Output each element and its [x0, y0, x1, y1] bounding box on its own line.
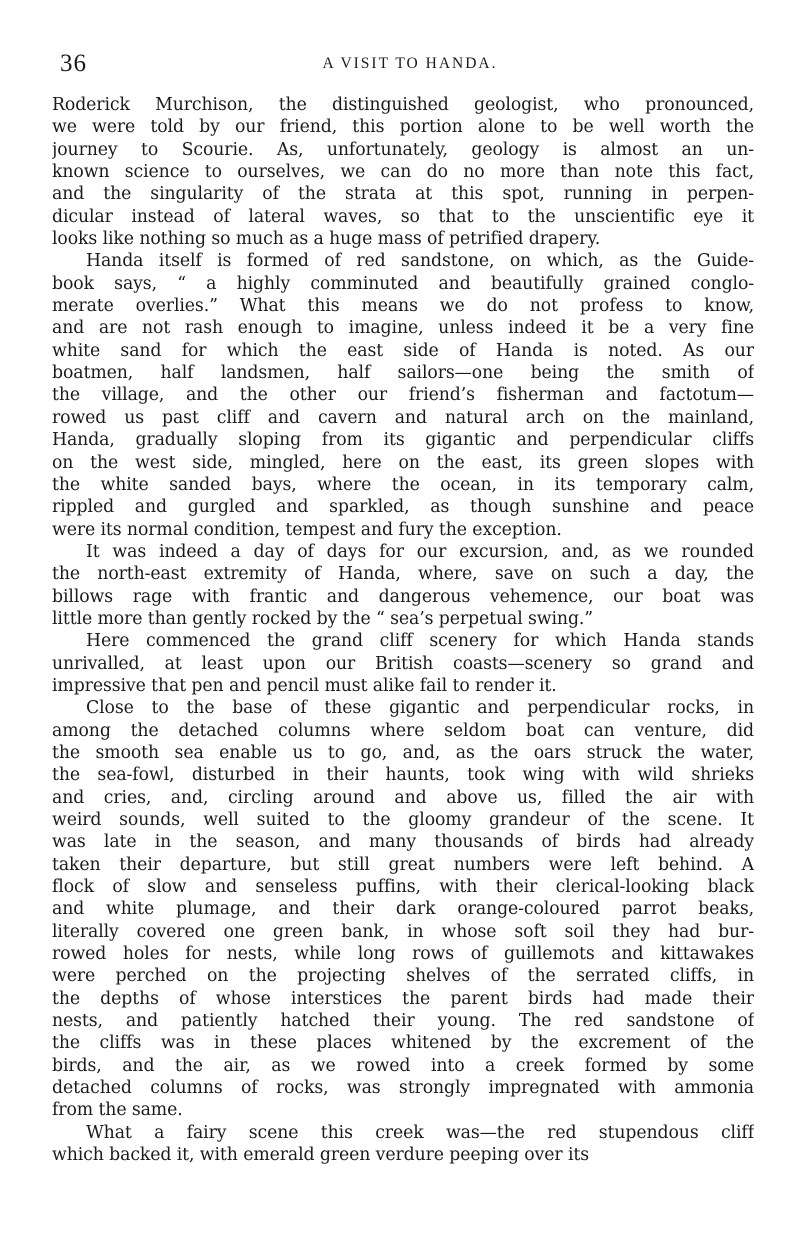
- text-line: the village, and the other our friend’s fisherman and factotum—: [52, 385, 754, 406]
- text-line: weird sounds, well suited to the gloomy grandeur of the scene. It: [52, 810, 754, 830]
- text-line: little more than gently rocked by the “ sea’s perpetual swing.”: [52, 608, 594, 629]
- text-line: boatmen, half landsmen, half sailors—one being the smith of: [52, 363, 754, 384]
- paragraph: [52, 94, 754, 250]
- text-line: Handa itself is formed of red sandstone, on which, as the Guide-: [86, 251, 754, 272]
- text-line: nests, and patiently hatched their young. The red sandstone of: [52, 1011, 754, 1032]
- text-line: dicular instead of lateral waves, so that to the unscientific eye it: [52, 206, 754, 227]
- text-line: billows rage with frantic and dangerous vehemence, our boat was: [52, 586, 754, 607]
- text-line: detached columns of rocks, was strongly impregnated with ammonia: [52, 1078, 754, 1099]
- paragraph: [52, 541, 754, 630]
- text-line: taken their departure, but still great numbers were left behind. A: [52, 854, 754, 875]
- page-number: 36: [60, 50, 87, 77]
- paragraph: [52, 630, 754, 697]
- paragraph: [52, 1122, 754, 1167]
- text-line: unrivalled, at least upon our British coasts—scenery so grand and: [52, 653, 754, 674]
- text-line: on the west side, mingled, here on the east, its green slopes with: [52, 452, 754, 473]
- text-line: and the singularity of the strata at this spot, running in perpen-: [52, 184, 754, 205]
- text-line: and cries, and, circling around and above us, filled the air with: [52, 787, 754, 808]
- text-line: the smooth sea enable us to go, and, as the oars struck the water,: [52, 742, 754, 763]
- text-line: rowed us past cliff and cavern and natural arch on the mainland,: [52, 407, 754, 428]
- text-line: the sea-fowl, disturbed in their haunts, took wing with wild shrieks: [52, 765, 754, 786]
- text-line: the cliffs was in these places whitened by the excrement of the: [52, 1033, 754, 1054]
- text-line: journey to Scourie. As, unfortunately, geology is almost an un-: [52, 139, 754, 160]
- text-line: known science to ourselves, we can do no more than note this fact,: [52, 162, 754, 183]
- text-line: What a fairy scene this creek was—the red stupendous cliff: [86, 1122, 754, 1143]
- text-line: and are not rash enough to imagine, unless indeed it be a very fine: [52, 318, 754, 339]
- text-line: the north-east extremity of Handa, where, save on such a day, the: [52, 564, 754, 585]
- text-line: merate overlies.” What this means we do not profess to know,: [52, 296, 754, 317]
- text-line: Handa, gradually sloping from its gigantic and perpendicular cliffs: [52, 430, 754, 451]
- text-line: Roderick Murchison, the distinguished geologist, who pronounced,: [52, 95, 754, 115]
- text-line: book says, “ a highly comminuted and beautifully grained conglo-: [52, 273, 754, 294]
- text-line: and white plumage, and their dark orange-coloured parrot beaks,: [52, 899, 754, 920]
- text-line: the depths of whose interstices the parent birds had made their: [52, 988, 754, 1009]
- text-line: were its normal condition, tempest and fury the exception.: [52, 519, 562, 540]
- text-line: rowed holes for nests, while long rows of guillemots and kittawakes: [52, 944, 754, 965]
- text-line: white sand for which the east side of Handa is noted. As our: [52, 340, 754, 361]
- text-line: flock of slow and senseless puffins, with their clerical-looking black: [52, 877, 754, 898]
- text-line: birds, and the air, as we rowed into a creek formed by some: [52, 1055, 754, 1076]
- text-line: Close to the base of these gigantic and perpendicular rocks, in: [86, 698, 754, 719]
- text-line: It was indeed a day of days for our excursion, and, as we rounded: [86, 541, 754, 562]
- body-text: [52, 94, 754, 1167]
- text-line: impressive that pen and pencil must alike fail to render it.: [52, 675, 557, 696]
- page-header: [60, 50, 760, 80]
- text-line: which backed it, with emerald green verdure peeping over its: [52, 1145, 589, 1166]
- text-line: among the detached columns where seldom boat can venture, did: [52, 720, 754, 741]
- paragraph: [52, 697, 754, 1122]
- paragraph: [52, 250, 754, 540]
- text-line: rippled and gurgled and sparkled, as though sunshine and peace: [52, 497, 754, 518]
- running-head: A VISIT TO HANDA.: [322, 55, 498, 72]
- text-line: Here commenced the grand cliff scenery for which Handa stands: [86, 631, 754, 652]
- text-line: literally covered one green bank, in whose soft soil they had bur-: [52, 921, 754, 942]
- text-line: we were told by our friend, this portion alone to be well worth the: [52, 117, 754, 138]
- text-line: looks like nothing so much as a huge mass of petrified drapery.: [52, 229, 601, 250]
- text-line: the white sanded bays, where the ocean, in its temporary calm,: [52, 474, 754, 495]
- text-line: from the same.: [52, 1100, 183, 1121]
- text-line: was late in the season, and many thousands of birds had already: [52, 832, 754, 853]
- text-line: were perched on the projecting shelves of the serrated cliffs, in: [52, 966, 754, 987]
